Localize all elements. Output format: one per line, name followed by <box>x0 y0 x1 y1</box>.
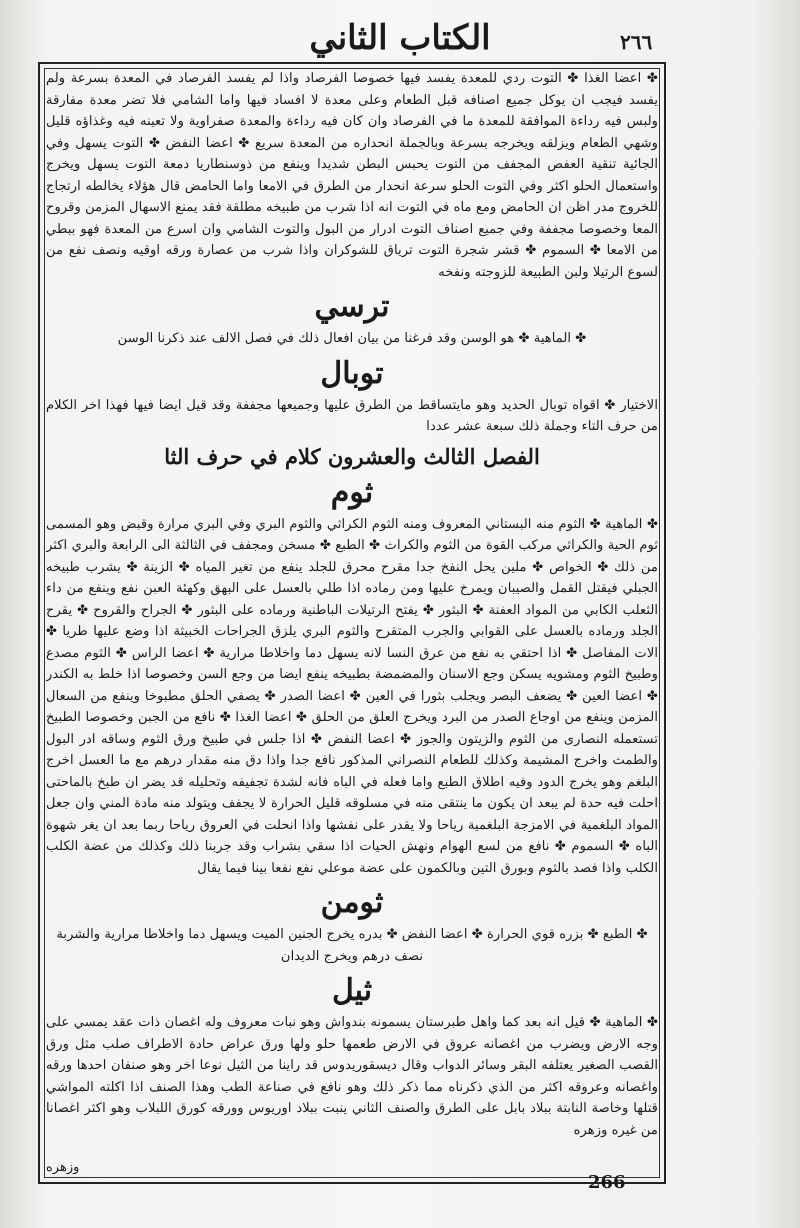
page-number-bottom: 266 <box>588 1172 626 1193</box>
entry-heading: ترسي <box>314 289 390 324</box>
text-paragraph: ✤ الماهية ✤ هو الوسن وقد فرغنا من بيان افعال ذلك في فصل الالف عند ذكرنا الوسن <box>117 331 587 346</box>
text-paragraph: ✤ الماهية ✤ قيل انه بعد كما واهل طبرستان يسمونه بندواش وهو نبات معروف وله اغصان ذات عقد يمسي على وجه الارض ويضرب من اغصانه عروق في الارض طعمها حلو ولها ورق عراض حادة الاطراف صلب مثل ورق القصب الصغير يعتلفه البقر وسائر الدواب وقال ديسقوريدوس قد راينا من الثيل نوعا اخر وهو صنفان احدها ورقه واغصانه وعروقه اكثر من الذي ذكرناه مما ذكر ذلك وهو نافع في صناعة الطب وهذا الصنف اذا اكلته المواشي قتلها وخاصة النابتة ببلاد بابل على الطرق والصنف الثاني ينبت ببلاد اوريوس وورقه كورق اللبلاب وهو اكثر اغصانا من غيره وزهره <box>46 1015 658 1138</box>
entry-heading: ثيل <box>331 973 373 1008</box>
page-number-top: ٢٦٦ <box>620 30 653 54</box>
entry-heading: توبال <box>320 355 384 391</box>
running-head: الكتاب الثاني <box>309 18 491 58</box>
text-body <box>46 68 658 1178</box>
text-paragraph: ✤ الطبع ✤ بزره قوي الحرارة ✤ اعضا النفض ✤ بدره يخرج الجنين الميت ويسهل دما واخلاطا مرارية والشربة نصف درهم ويخرج الديدان <box>56 927 648 964</box>
text-paragraph: ✤ الماهية ✤ الثوم منه البستاني المعروف ومنه الثوم الكراثي والثوم البري وفي البري مرارة وقبض وهو المسمى ثوم الحية والكراثي مركب القوة من الثوم والكراث ✤ الطبع ✤ مسخن ومجفف في الثالثة الى الرابعة والبري اكثر من ذلك ✤ الخواص ✤ ملين يحل النفخ جدا مقرح محرق للجلد ينفع من تغير المياه ✤ الزينة ✤ يشرب طبيخه الجبلي فيقتل القمل والصيبان ويمرخ عليها ومن رماده اذا طلي بالعسل على البهق وكهئة العبن نفع وينفع من داء الثعلب الكابي من المواد العفنة ✤ البثور ✤ يفتح الرتيلات الباطنية ورماده على البثور ✤ الجراح والقروح ✤ يقرح الجلد ورماده بالعسل على القوابي والجرب المتقرح والثوم البري يلزق الجراحات الخبيثة اذا وضع عليها طريا ✤ الات المفاصل ✤ اذا احتقي به نفع من عرق النسا لانه يسهل دما واخلاطا مرارية ✤ اعضا الراس ✤ الثوم مصدع وطبيخ الثوم ومشويه يسكن وجع الاسنان والمضمضة بطبيخه ينفع ايضا من وجع السن وخصوصا اذا خلط به الكندر ✤ اعضا العين ✤ يضعف البصر ويجلب بثورا في العين ✤ اعضا الصدر ✤ يصفي الحلق مطبوخا وينفع من السعال المزمن وينفع من اوجاع الصدر من البرد ويخرج العلق من الحلق ✤ اعضا الغذا ✤ نافع من الجبن وخصوصا الطبيخ تستعمله النصارى من الثوم والزيتون والجوز ✤ اعضا النفض ✤ اذا جلس في طبيخ ورق الثوم وساقه ادر البول والطمث واخرج المشيمة وكذلك للطعام النصراني المذكور نافع جدا واذا دق منه مقدار درهم مع ما العسل اخرج البلغم وهو يخرج الدود وفيه اطلاق الطبع واما فعله في الباه فانه لشدة تجفيفه وتحليله قد يضر ان طبخ بالماحتى احلت فيه حدة لم يبعد ان يكون ما ينتقى منه في مسلوقه قليل الحرارة لا يجفف ويتولد منه مادة المني وان جعل المواد البلغمية في الامزجة البلغمية رياحا ولا يقدر على نفشها واذا انحلت في العروق رياحا ربما بعد ان يغر شهوة الباه ✤ السموم ✤ نافع من لسع الهوام ونهش الحيات اذا سقي بشراب وقد جربنا ذلك وكذلك من عضة الكلب الكلب واذا فصد بالثوم وبورق التين وبالكمون على عضة موعلي نفع نفعا بينا فيما يقال <box>46 516 658 876</box>
catchword: وزهره <box>46 1160 80 1175</box>
text-paragraph: الاختيار ✤ اقواه توبال الحديد وهو مايتساقط من الطرق عليها وجميعها مجففة وقد قيل ايضا فيها فهذا اخر الكلام من حرف التاء وجملة ذلك سبعة عشر عددا <box>46 397 658 434</box>
text-paragraph: ✤ اعضا الغذا ✤ التوت ردي للمعدة يفسد فيها خصوصا الفرصاد واذا لم يفسد الفرصاد في المعدة بسرعة ولم يفسد فيجب ان يوكل جميع اصنافه قبل الطعام وعلى معدة لا افساد فيها واما الشامي فلا تضر معدة مفارقة ولبس فيه رداءة الموافقة للمعدة ما في الفرصاد وان كان فيه رداءة والمعدة صفراوية ولا تعينه فيه وغذاؤه قليل وشهي الطعام ويزلقه ويخرجه بسرعة وبالجملة انحداره من المعدة سريع ✤ اعضا النفض ✤ التوت يسهل وفي الجائية تنقية العفص المجفف من التوت يحبس البطن شديدا وينفع من ذوسنطاريا دمعة التوت يسهل ويخرج واستعمال الحلو اكثر وفي التوت الحلو سرعة انحدار من الطرق في الامعا واما الحامض قال هؤلاء يخالطه ارتجاج للخروج مدر اظن ان الحامض ومع ماه في التوت انه اذا شرب من طبيخه مطلقة فقد يمنع الاسهال المزمن وقروح المعا وخصوصا مجففة وفي جميع اصناف التوت ادرار من البول والتوت الشامي وان اسرع من المعدة فهو ببطي من الامعا ✤ السموم ✤ قشر شجرة التوت ترياق للشوكران واذا شرب من عصارة ورقه اوقيه ونصف نفع من لسوع الرتيلا ولبن الطبيعة للزوجته ونفخه <box>46 71 658 280</box>
entry-heading: ثوم <box>330 474 374 510</box>
entry-heading: ثومن <box>320 885 384 920</box>
section-title: الفصل الثالث والعشرون كلام في حرف الثا <box>164 443 540 469</box>
